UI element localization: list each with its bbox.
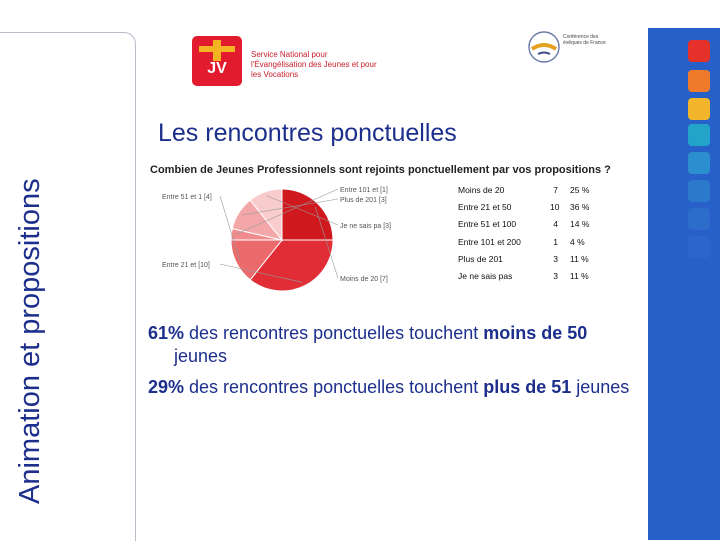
legend-percent: 36 %	[570, 202, 590, 213]
legend-row	[458, 185, 618, 201]
legend-label: Entre 101 et 200	[458, 236, 521, 247]
bullet-list	[148, 322, 638, 407]
legend-label: Plus de 201	[458, 253, 503, 264]
legend-count: 4	[553, 219, 558, 230]
legend-label: Entre 51 et 100	[458, 219, 517, 230]
pie-slice-label: Moins de 20 [7]	[340, 276, 388, 283]
bullet-text: des rencontres ponctuelles touchent	[184, 377, 484, 397]
pie-slice-label: Entre 21 et [10]	[162, 262, 210, 269]
pie-slice-label: Je ne sais pa [3]	[340, 223, 391, 230]
legend-percent: 4 %	[570, 236, 585, 247]
legend-percent: 11 %	[570, 271, 589, 281]
bullet-percent: 61%	[148, 323, 185, 343]
pie-slice	[282, 189, 333, 240]
bullet-bold: moins de 50	[483, 323, 588, 343]
legend-count: 7	[553, 185, 558, 195]
legend-count: 3	[553, 271, 558, 281]
decor-square	[688, 152, 710, 174]
bullet-bold: plus de 51	[483, 377, 572, 397]
pie-slice-label: Plus de 201 [3]	[340, 197, 387, 204]
side-title: Animation et propositions	[14, 178, 46, 504]
jv-logo	[192, 36, 242, 86]
cef-logo-text: Conférence des évêques de France	[563, 34, 606, 46]
cef-logo-icon	[527, 30, 561, 64]
pie-slice-label: Entre 51 et 1 [4]	[162, 194, 212, 201]
decor-square	[688, 208, 710, 230]
legend-percent: 25 %	[570, 185, 590, 195]
pie-slice-label: Entre 101 et [1]	[340, 187, 388, 194]
legend-count: 3	[553, 253, 558, 264]
bullet-tail: jeunes	[571, 377, 630, 397]
legend-label: Entre 21 et 50	[458, 202, 512, 213]
decor-square	[688, 98, 710, 120]
jv-logo-text: JV	[207, 60, 227, 77]
legend-count: 1	[553, 236, 558, 247]
legend-label: Je ne sais pas	[458, 271, 513, 281]
legend-label: Moins de 20	[458, 185, 505, 195]
bullet-item	[148, 322, 638, 368]
decor-square	[688, 236, 710, 258]
decor-square	[688, 180, 710, 202]
decor-square	[688, 40, 710, 62]
cross-icon	[198, 39, 236, 61]
legend-row	[458, 254, 618, 270]
bullet-item	[148, 376, 638, 399]
decor-square	[688, 70, 710, 92]
bullet-tail: jeunes	[174, 346, 228, 366]
bullet-percent: 29%	[148, 377, 185, 397]
pie-chart	[140, 180, 440, 295]
decor-square	[688, 124, 710, 146]
legend-row	[458, 219, 618, 235]
legend-percent: 11 %	[570, 253, 589, 264]
legend-row	[458, 202, 618, 218]
legend-row	[458, 271, 618, 287]
organization-name: Service National pour l'Évangélisation des Jeunes et pour les Vocations	[251, 50, 377, 79]
slide-title: Les rencontres ponctuelles	[158, 119, 457, 147]
legend-percent: 14 %	[570, 219, 590, 230]
legend-count: 10	[550, 202, 560, 213]
legend-row	[458, 237, 618, 253]
bullet-text: des rencontres ponctuelles touchent	[184, 323, 484, 343]
chart-title: Combien de Jeunes Professionnels sont rejoints ponctuellement par vos propositions ?	[150, 164, 611, 176]
